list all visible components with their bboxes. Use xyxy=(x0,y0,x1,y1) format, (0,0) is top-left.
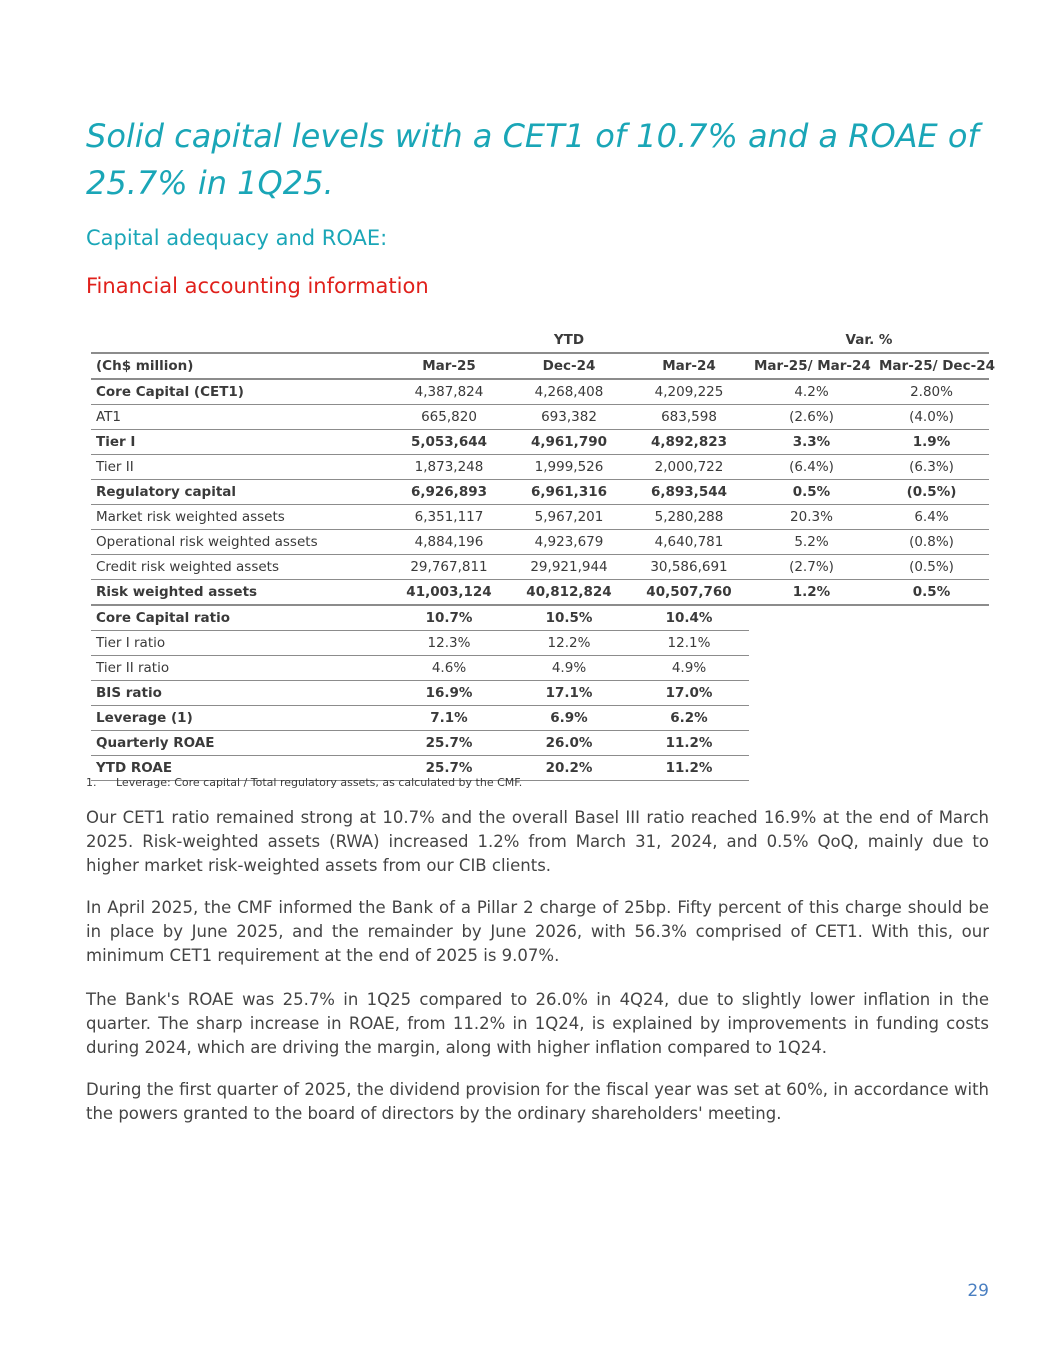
table-row xyxy=(91,580,989,606)
table-group-header xyxy=(91,328,989,353)
paragraph-cet1: Our CET1 ratio remained strong at 10.7% and the overall Basel III ratio reached 16.9% at the end of March 2025. Risk-weighted assets (RWA) increased 1.2% from March 31, 2024, and 0.5% QoQ, mainly due to higher market risk-weighted assets from our CIB clients. xyxy=(86,808,989,875)
table-cell: (0.8%) xyxy=(874,530,989,555)
table-row xyxy=(91,656,989,681)
table-cell: 2,000,722 xyxy=(629,455,749,480)
row-label: Core Capital (CET1) xyxy=(91,379,389,405)
table-cell: 29,767,811 xyxy=(389,555,509,580)
table-cell: 11.2% xyxy=(629,756,749,781)
table-cell: 1.2% xyxy=(749,580,874,606)
table-cell: 12.3% xyxy=(389,631,509,656)
table-cell: 665,820 xyxy=(389,405,509,430)
table-row xyxy=(91,455,989,480)
table-cell: 11.2% xyxy=(629,731,749,756)
table-row xyxy=(91,731,989,756)
row-label: Leverage (1) xyxy=(91,706,389,731)
table-cell: 4.6% xyxy=(389,656,509,681)
table-cell: 1,999,526 xyxy=(509,455,629,480)
table-cell: (0.5%) xyxy=(874,555,989,580)
table-cell: 5,053,644 xyxy=(389,430,509,455)
page-title: Solid capital levels with a CET1 of 10.7% and a ROAE of 25.7% in 1Q25. xyxy=(86,117,979,202)
table-cell xyxy=(874,656,989,681)
table-cell: (2.6%) xyxy=(749,405,874,430)
table-cell: 693,382 xyxy=(509,405,629,430)
table-cell: 4,961,790 xyxy=(509,430,629,455)
table-cell: 4,387,824 xyxy=(389,379,509,405)
table-cell: 1.9% xyxy=(874,430,989,455)
table-cell xyxy=(749,756,874,781)
row-label: Regulatory capital xyxy=(91,480,389,505)
page-number: 29 xyxy=(967,1281,989,1301)
table-cell xyxy=(749,605,874,631)
row-label: BIS ratio xyxy=(91,681,389,706)
table-cell: 40,812,824 xyxy=(509,580,629,606)
footnote-number: 1. xyxy=(86,776,97,789)
table-row xyxy=(91,681,989,706)
table-cell: 5,280,288 xyxy=(629,505,749,530)
table-cell: (0.5%) xyxy=(874,480,989,505)
row-label: Tier I xyxy=(91,430,389,455)
table-cell xyxy=(749,681,874,706)
table-cell: 12.1% xyxy=(629,631,749,656)
table-cell: 4.9% xyxy=(629,656,749,681)
row-label: Tier II xyxy=(91,455,389,480)
table-cell: 6.4% xyxy=(874,505,989,530)
table-cell: 41,003,124 xyxy=(389,580,509,606)
table-cell: 29,921,944 xyxy=(509,555,629,580)
table-cell: 6,926,893 xyxy=(389,480,509,505)
table-cell: 10.4% xyxy=(629,605,749,631)
table-header xyxy=(91,353,989,379)
table-cell: 6.9% xyxy=(509,706,629,731)
paragraph-dividend: During the first quarter of 2025, the dividend provision for the fiscal year was set at 60%, in accordance with the powers granted to the board of directors by the ordinary shareholders' meeting. xyxy=(86,1080,989,1123)
table-cell: 4,209,225 xyxy=(629,379,749,405)
table-cell: 4.9% xyxy=(509,656,629,681)
table-row xyxy=(91,430,989,455)
table-cell xyxy=(749,706,874,731)
table-cell: 10.5% xyxy=(509,605,629,631)
table-cell xyxy=(874,681,989,706)
table-cell: 6,961,316 xyxy=(509,480,629,505)
paragraph-pillar2: In April 2025, the CMF informed the Bank of a Pillar 2 charge of 25bp. Fifty percent of this charge should be in place by June 2025, and the remainder by June 2026, with 56.3% comprised of CET1. With this, our minimum CET1 requirement at the end of 2025 is 9.07%. xyxy=(86,898,989,965)
table-cell: 30,586,691 xyxy=(629,555,749,580)
table-row xyxy=(91,530,989,555)
table-cell xyxy=(874,731,989,756)
table-row xyxy=(91,505,989,530)
column-header: Dec-24 xyxy=(509,353,629,379)
table-cell: 5.2% xyxy=(749,530,874,555)
column-header: Mar-25/ Mar-24 xyxy=(749,353,874,379)
table-cell xyxy=(874,756,989,781)
table-row xyxy=(91,480,989,505)
section-heading: Financial accounting information xyxy=(86,274,429,298)
footnote-text: Leverage: Core capital / Total regulatory assets, as calculated by the CMF. xyxy=(116,776,523,789)
table-row xyxy=(91,706,989,731)
capital-adequacy-table xyxy=(91,328,995,781)
table-cell: 0.5% xyxy=(874,580,989,606)
table-cell: (6.3%) xyxy=(874,455,989,480)
row-label: Market risk weighted assets xyxy=(91,505,389,530)
table-cell: 0.5% xyxy=(749,480,874,505)
column-header: Mar-25 xyxy=(389,353,509,379)
group-ytd: YTD xyxy=(553,332,585,348)
table-row xyxy=(91,605,989,631)
table-cell: 2.80% xyxy=(874,379,989,405)
row-label: Quarterly ROAE xyxy=(91,731,389,756)
table-cell: 7.1% xyxy=(389,706,509,731)
table-cell: 6.2% xyxy=(629,706,749,731)
table-cell: 26.0% xyxy=(509,731,629,756)
table-cell: 4,892,823 xyxy=(629,430,749,455)
column-header: Mar-24 xyxy=(629,353,749,379)
section-subtitle: Capital adequacy and ROAE: xyxy=(86,226,388,250)
row-label: Operational risk weighted assets xyxy=(91,530,389,555)
table-cell: 6,893,544 xyxy=(629,480,749,505)
paragraph-roae: The Bank's ROAE was 25.7% in 1Q25 compared to 26.0% in 4Q24, due to slightly lower inflation in the quarter. The sharp increase in ROAE, from 11.2% in 1Q24, is explained by improvements in funding costs during 2024, which are driving the margin, along with higher inflation compared to 1Q24. xyxy=(86,990,989,1057)
table-cell xyxy=(749,631,874,656)
table-cell: 4,884,196 xyxy=(389,530,509,555)
table-cell: 3.3% xyxy=(749,430,874,455)
table-cell: 5,967,201 xyxy=(509,505,629,530)
row-label: YTD ROAE xyxy=(91,756,389,781)
table-cell xyxy=(874,631,989,656)
table-cell: (4.0%) xyxy=(874,405,989,430)
table-cell xyxy=(749,731,874,756)
table-cell: 10.7% xyxy=(389,605,509,631)
table-cell: 25.7% xyxy=(389,731,509,756)
table-cell: 16.9% xyxy=(389,681,509,706)
table-cell: 20.3% xyxy=(749,505,874,530)
table-cell: 12.2% xyxy=(509,631,629,656)
table-cell: 17.1% xyxy=(509,681,629,706)
table-cell: 6,351,117 xyxy=(389,505,509,530)
column-header: Mar-25/ Dec-24 xyxy=(874,353,989,379)
table-cell: (2.7%) xyxy=(749,555,874,580)
row-label: Core Capital ratio xyxy=(91,605,389,631)
table-cell: 4,923,679 xyxy=(509,530,629,555)
column-header: (Ch$ million) xyxy=(91,353,389,379)
row-label: Tier I ratio xyxy=(91,631,389,656)
table-cell xyxy=(749,656,874,681)
table-footnote xyxy=(86,776,522,789)
row-label: AT1 xyxy=(91,405,389,430)
table-cell xyxy=(874,605,989,631)
table-cell: 17.0% xyxy=(629,681,749,706)
table-row xyxy=(91,555,989,580)
table-cell: 683,598 xyxy=(629,405,749,430)
row-label: Credit risk weighted assets xyxy=(91,555,389,580)
table-cell: (6.4%) xyxy=(749,455,874,480)
table-cell: 4.2% xyxy=(749,379,874,405)
table-cell: 1,873,248 xyxy=(389,455,509,480)
table-row xyxy=(91,379,989,405)
table-cell: 25.7% xyxy=(389,756,509,781)
table-cell: 40,507,760 xyxy=(629,580,749,606)
table-cell: 4,268,408 xyxy=(509,379,629,405)
row-label: Tier II ratio xyxy=(91,656,389,681)
table-cell: 4,640,781 xyxy=(629,530,749,555)
row-label: Risk weighted assets xyxy=(91,580,389,606)
group-var: Var. % xyxy=(845,332,893,348)
table-cell: 20.2% xyxy=(509,756,629,781)
table-row xyxy=(91,631,989,656)
table-row xyxy=(91,405,989,430)
table-cell xyxy=(874,706,989,731)
